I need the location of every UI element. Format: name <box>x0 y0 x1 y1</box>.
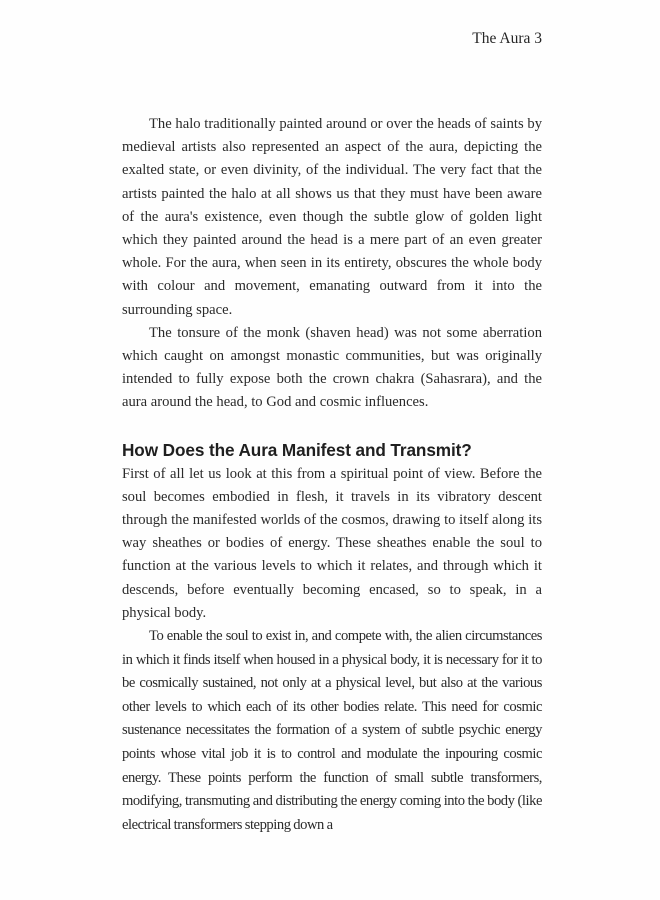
paragraph-cosmic-sustenance: To enable the soul to exist in, and compete with, the alien circumstances in which it finds itself when housed in a physical body, it is necessary for it to be cosmically sustained, not only at a physical level, but also at the various other levels to which each of its other bodies relate. This need for cosmic sustenance necessitates the formation of a system of subtle psychic energy points whose vital job it is to control and modulate the inpouring cosmic energy. These points perform the function of small subtle transformers, modifying, transmuting and distributing the energy coming into the body (like electrical transformers stepping down a <box>122 628 542 833</box>
body-text <box>122 113 542 837</box>
paragraph-halo: The halo traditionally painted around or over the heads of saints by medieval artists also represented an aspect of the aura, depicting the exalted state, or even divinity, of the individual. The very fact that the artists painted the halo at all shows us that they must have been aware of the aura's existence, even though the subtle glow of golden light which they painted around the head is a mere part of an even greater whole. For the aura, when seen in its entirety, obscures the whole body with colour and movement, emanating outward from it into the surrounding space. <box>122 116 542 318</box>
section-heading: How Does the Aura Manifest and Transmit? <box>122 439 472 460</box>
paragraph-spiritual-view: First of all let us look at this from a spiritual point of view. Before the soul becomes embodied in flesh, it travels in its vibratory descent through the manifested worlds of the cosmos, drawing to itself along its way sheathes or bodies of energy. These sheathes enable the soul to function at the various levels to which it relates, and through which it descends, before eventually becoming encased, so to speak, in a physical body. <box>122 465 542 621</box>
paragraph-tonsure: The tonsure of the monk (shaven head) was not some aberration which caught on amongst monastic communities, but was originally intended to fully expose both the crown chakra (Sahasrara), and the aura around the head, to God and cosmic influences. <box>122 324 542 411</box>
running-head: The Aura 3 <box>472 30 542 47</box>
